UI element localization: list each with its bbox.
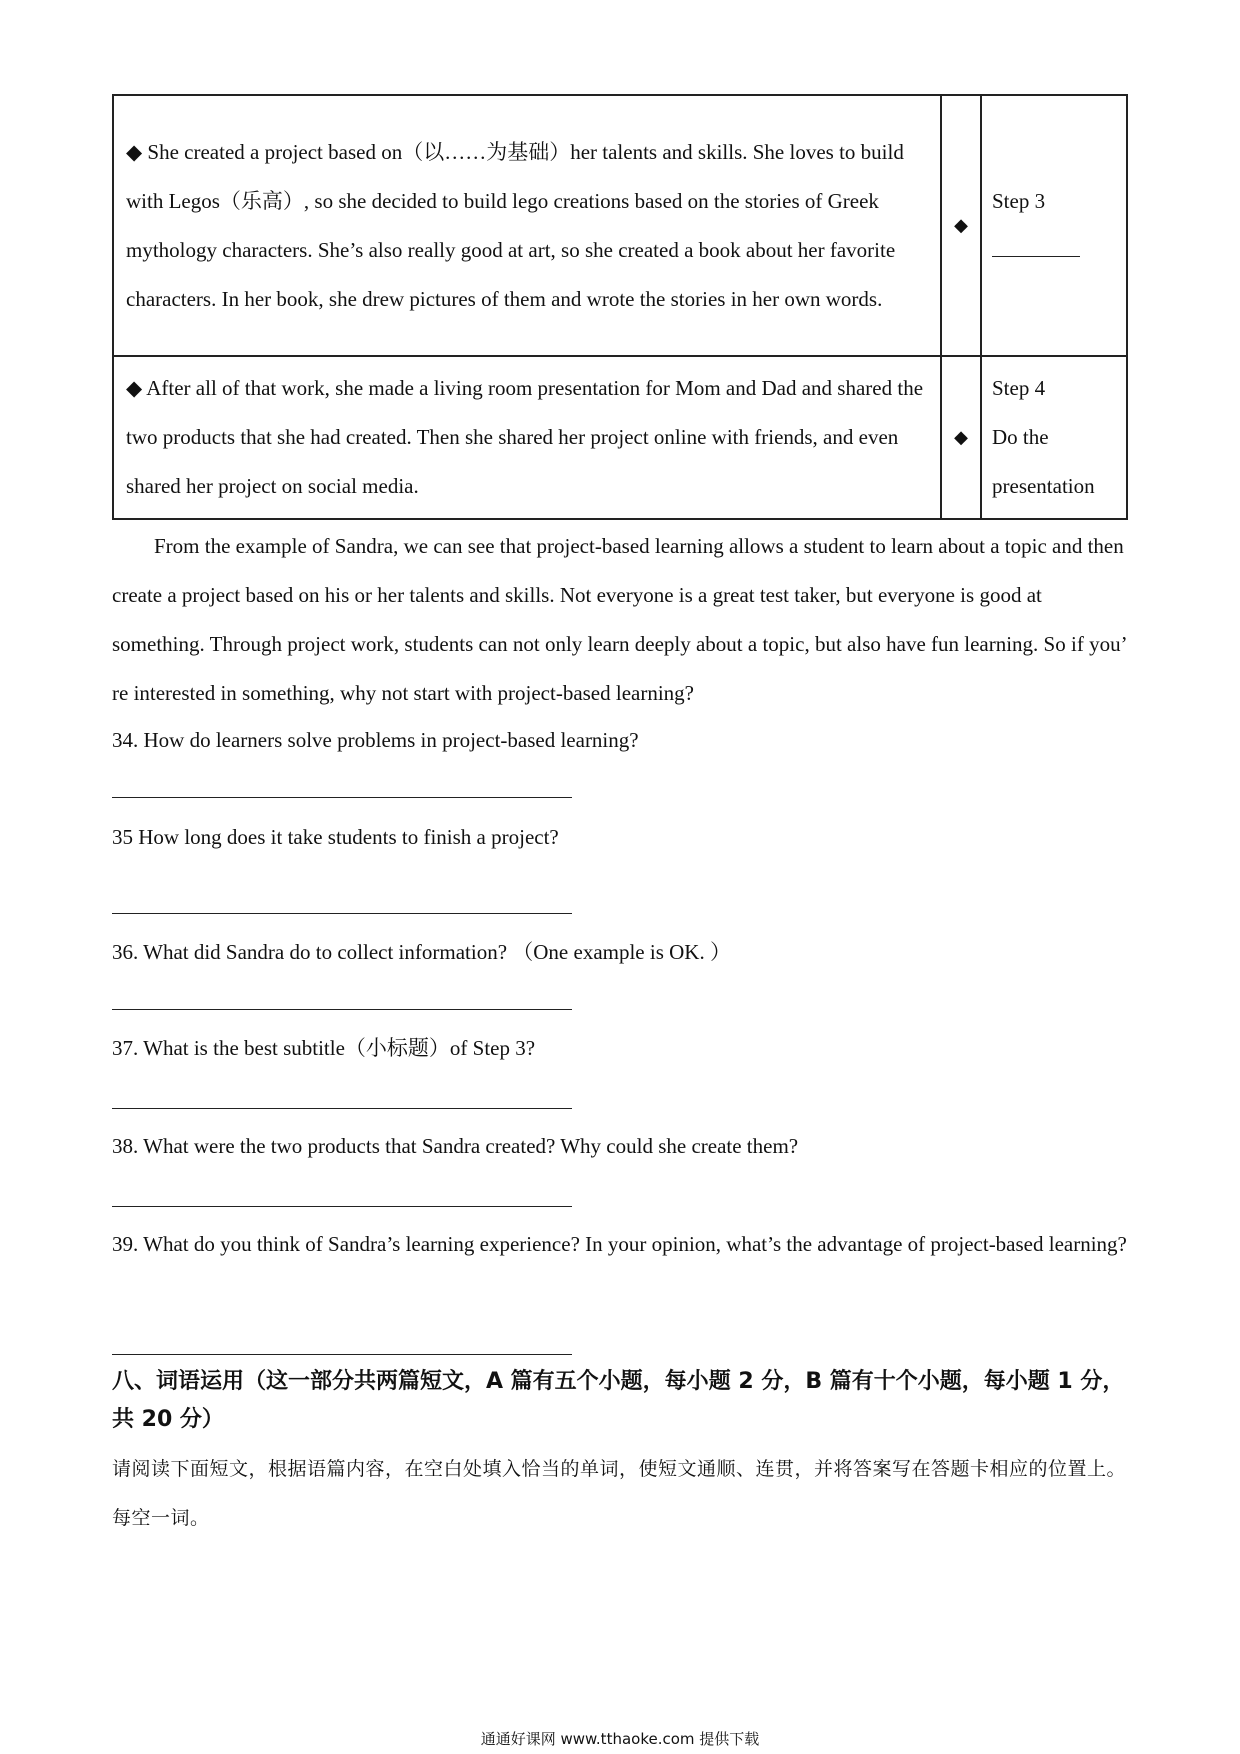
diamond-icon: ◆	[941, 95, 981, 356]
step-label: Step 3	[992, 188, 1046, 213]
table-row	[113, 95, 1127, 356]
step-cell	[981, 356, 1127, 519]
answer-line[interactable]	[112, 1206, 572, 1207]
answer-line[interactable]	[112, 1108, 572, 1109]
answer-blank[interactable]	[992, 234, 1080, 257]
answer-line[interactable]	[112, 1354, 572, 1355]
steps-table	[112, 94, 1128, 520]
question-38: 38. What were the two products that Sandra created? Why could she create them?	[112, 1134, 799, 1158]
answer-line[interactable]	[112, 1009, 572, 1010]
diamond-icon: ◆	[941, 356, 981, 519]
question-35: 35 How long does it take students to finish a project?	[112, 825, 559, 849]
question-37: 37. What is the best subtitle（小标题）of Step 3?	[112, 1036, 536, 1060]
footer-watermark: 通通好课网 www.tthaoke.com 提供下载	[480, 1730, 760, 1748]
step-cell	[981, 95, 1127, 356]
answer-line[interactable]	[112, 913, 572, 914]
row-description: ◆ After all of that work, she made a living room presentation for Mom and Dad and shared the two products that she had created. Then she shared her project online with friends, and even shared her project on social media.	[113, 356, 941, 519]
question-34: 34. How do learners solve problems in project-based learning?	[112, 728, 639, 752]
step-label: Step 4	[992, 376, 1046, 400]
answer-line[interactable]	[112, 797, 572, 798]
section-instruction: 请阅读下面短文，根据语篇内容，在空白处填入恰当的单词，使短文通顺、连贯，并将答案写在答题卡相应的位置上。每空一词。	[112, 1458, 1127, 1529]
question-39: 39. What do you think of Sandra’s learning experience? In your opinion, what’s the advantage of project-based learning?	[112, 1232, 1127, 1256]
section-heading: 八、词语运用（这一部分共两篇短文，A 篇有五个小题，每小题 2 分，B 篇有十个小题，每小题 1 分，共 20 分）	[112, 1369, 1125, 1432]
summary-paragraph: From the example of Sandra, we can see that project-based learning allows a student to learn about a topic and then create a project based on his or her talents and skills. Not everyone is a great test taker, but everyone is good at something. Through project work, students can not only learn deeply about a topic, but also have fun learning. So if you’ re interested in something, why not start with project-based learning?	[112, 534, 1126, 705]
question-36: 36. What did Sandra do to collect information? （One example is OK. ）	[112, 940, 731, 964]
table-row	[113, 356, 1127, 519]
row-description: ◆ She created a project based on（以……为基础）her talents and skills. She loves to build with Legos（乐高）, so she decided to build lego creations based on the stories of Greek mythology characters. She’s also really good at art, so she created a book about her favorite characters. In her book, she drew pictures of them and wrote the stories in her own words.	[113, 95, 941, 356]
step-subtitle: Do the presentation	[992, 425, 1095, 498]
